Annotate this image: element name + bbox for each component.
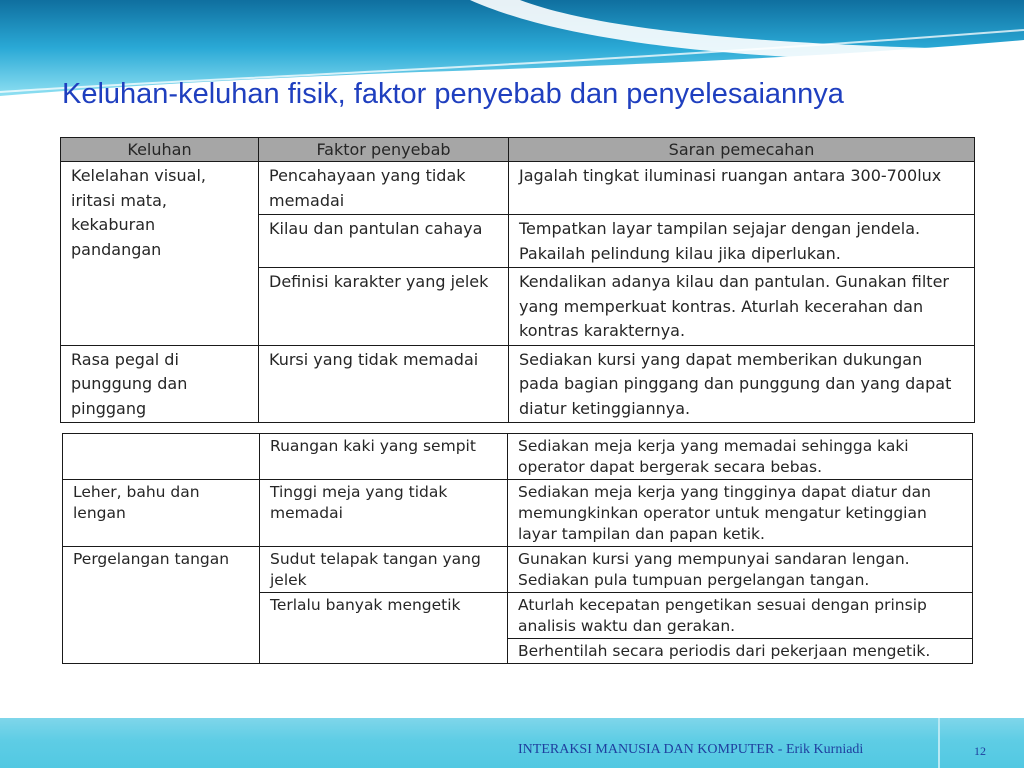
footer-text: INTERAKSI MANUSIA DAN KOMPUTER - Erik Kurniadi: [518, 742, 864, 757]
cause-cell: Terlalu banyak mengetik: [260, 593, 508, 664]
table-row: [63, 434, 973, 480]
table-row: [63, 547, 973, 593]
complaints-table: [60, 137, 975, 423]
complaints-table-continued: [62, 433, 973, 664]
header-complaint: Keluhan: [61, 138, 259, 162]
table-row: [61, 345, 975, 423]
footer-band: [0, 718, 1024, 768]
solution-cell: Gunakan kursi yang mempunyai sandaran lengan. Sediakan pula tumpuan pergelangan tangan.: [508, 547, 973, 593]
solution-cell: Berhentilah secara periodis dari pekerjaan mengetik.: [508, 639, 973, 664]
cause-cell: Ruangan kaki yang sempit: [260, 434, 508, 480]
solution-cell: Sediakan meja kerja yang memadai sehingga kaki operator dapat bergerak secara bebas.: [508, 434, 973, 480]
cause-cell: Kilau dan pantulan cahaya: [259, 215, 509, 268]
solution-cell: Jagalah tingkat iluminasi ruangan antara 300-700lux: [509, 162, 975, 215]
complaint-cell: [63, 434, 260, 480]
complaint-cell: Leher, bahu dan lengan: [63, 480, 260, 547]
table-row: [63, 480, 973, 547]
cause-cell: Sudut telapak tangan yang jelek: [260, 547, 508, 593]
cause-cell: Pencahayaan yang tidak memadai: [259, 162, 509, 215]
table-header-row: [61, 138, 975, 162]
complaint-cell: Pergelangan tangan: [63, 547, 260, 664]
solution-cell: Aturlah kecepatan pengetikan sesuai dengan prinsip analisis waktu dan gerakan.: [508, 593, 973, 639]
slide-title: Keluhan-keluhan fisik, faktor penyebab dan penyelesaiannya: [62, 78, 844, 110]
page-number: 12: [974, 744, 986, 758]
solution-cell: Sediakan kursi yang dapat memberikan dukungan pada bagian pinggang dan punggung dan yang dapat diatur ketinggiannya.: [509, 345, 975, 423]
header-solution: Saran pemecahan: [509, 138, 975, 162]
solution-cell: Sediakan meja kerja yang tingginya dapat diatur dan memungkinkan operator untuk mengatur ketinggian layar tampilan dan papan ketik.: [508, 480, 973, 547]
complaint-cell: Rasa pegal di punggung dan pinggang: [61, 345, 259, 423]
footer-divider: [938, 718, 940, 768]
solution-cell: Kendalikan adanya kilau dan pantulan. Gunakan filter yang memperkuat kontras. Aturlah kecerahan dan kontras karakternya.: [509, 268, 975, 346]
cause-cell: Tinggi meja yang tidak memadai: [260, 480, 508, 547]
complaint-cell: Kelelahan visual, iritasi mata, kekaburan pandangan: [61, 162, 259, 346]
solution-cell: Tempatkan layar tampilan sejajar dengan jendela. Pakailah pelindung kilau jika diperlukan.: [509, 215, 975, 268]
header-cause: Faktor penyebab: [259, 138, 509, 162]
cause-cell: Kursi yang tidak memadai: [259, 345, 509, 423]
table-row: [61, 162, 975, 215]
cause-cell: Definisi karakter yang jelek: [259, 268, 509, 346]
